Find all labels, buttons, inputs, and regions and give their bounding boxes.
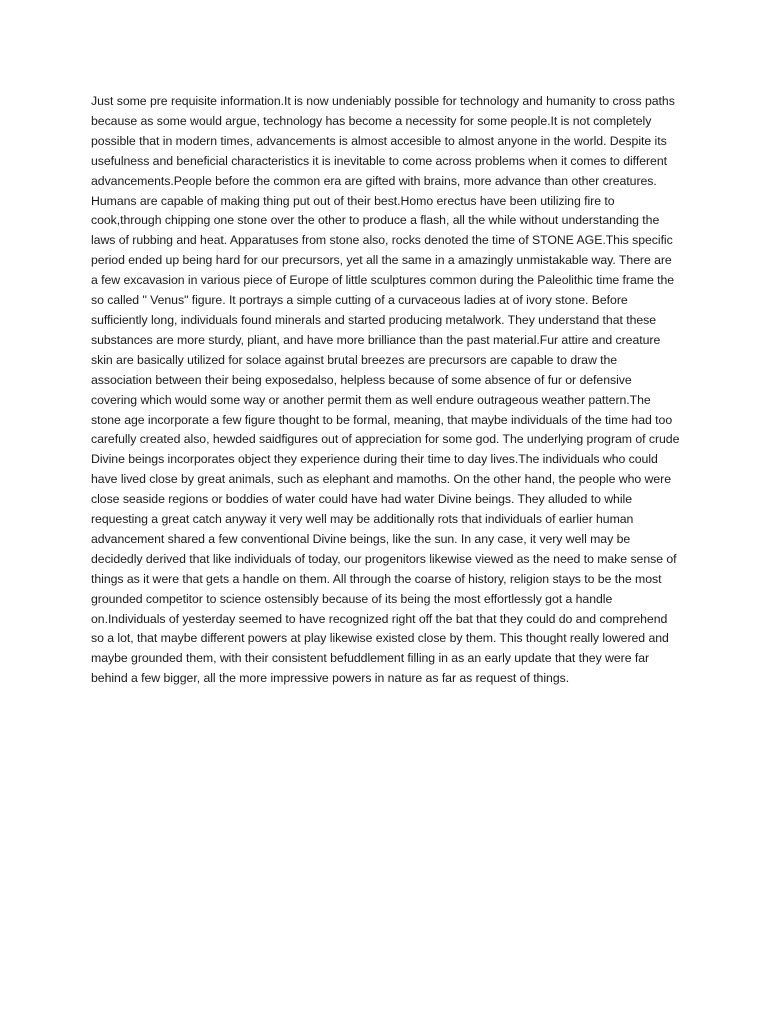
- body-paragraph: Just some pre requisite information.It is now undeniably possible for technology and humanity to cross paths because as some would argue, technology has become a necessity for some people.It is not completely possible that in modern times, advancements is almost accesible to almost anyone in the world. Despite its usefulness and beneficial characteristics it is inevitable to come across problems when it comes to different advancements.People before the common era are gifted with brains, more advance than other creatures. Humans are capable of making thing put out of their best.Homo erectus have been utilizing fire to cook,through chipping one stone over the other to produce a flash, all the while without understanding the laws of rubbing and heat. Apparatuses from stone also, rocks denoted the time of STONE AGE.This specific period ended up being hard for our precursors, yet all the same in a amazingly unmistakable way. There are a few excavasion in various piece of Europe of little sculptures common during the Paleolithic time frame the so called " Venus" figure. It portrays a simple cutting of a curvaceous ladies at of ivory stone. Before sufficiently long, individuals found minerals and started producing metalwork. They understand that these substances are more sturdy, pliant, and have more brilliance than the past material.Fur attire and creature skin are basically utilized for solace against brutal breezes are precursors are capable to draw the association between their being exposedalso, helpless because of some absence of fur or defensive covering which would some way or another permit them as well endure outrageous weather pattern.The stone age incorporate a few figure thought to be formal, meaning, that maybe individuals of the time had too carefully created also, hewded saidfigures out of appreciation for some god. The underlying program of crude Divine beings incorporates object they experience during their time to day lives.The individuals who could have lived close by great animals, such as elephant and mamoths. On the other hand, the people who were close seaside regions or boddies of water could have had water Divine beings. They alluded to while requesting a great catch anyway it very well may be additionally rots that individuals of earlier human advancement shared a few conventional Divine beings, like the sun. In any case, it very well may be decidedly derived that like individuals of today, our progenitors likewise viewed as the need to make sense of things as it were that gets a handle on them. All through the coarse of history, religion stays to be the most grounded competitor to science ostensibly because of its being the most effortlessly got a handle on.Individuals of yesterday seemed to have recognized right off the bat that they could do and comprehend so a lot, that maybe different powers at play likewise existed close by them. This thought really lowered and maybe grounded them, with their consistent befuddlement filling in as an early update that they were far behind a few bigger, all the more impressive powers in nature as far as request of things.: [91, 94, 680, 686]
